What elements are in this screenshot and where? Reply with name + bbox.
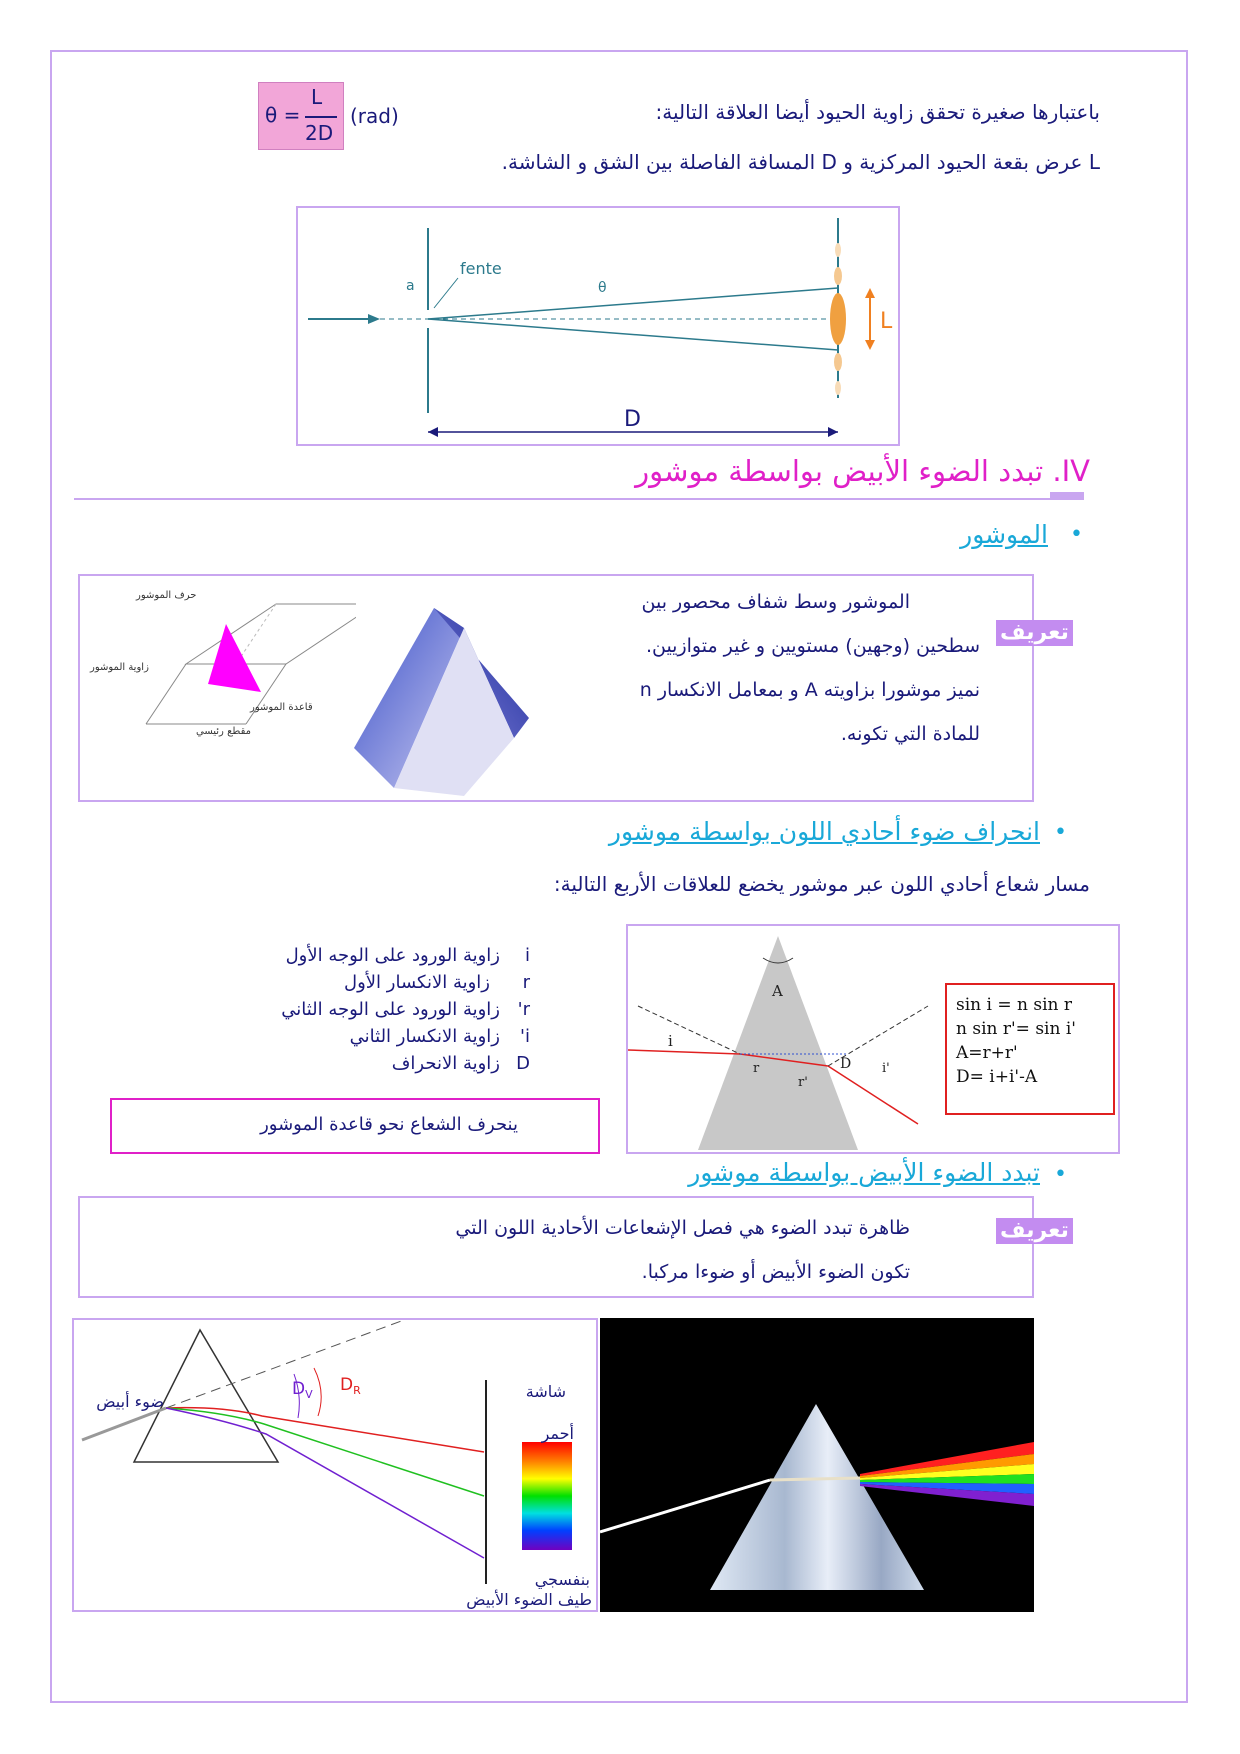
legend-row-D: Dزاوية الانحراف <box>391 1053 530 1074</box>
formula-3: A=r+r' <box>956 1043 1018 1063</box>
side-spot-4 <box>835 381 841 395</box>
D-arrowhead-left <box>428 427 438 437</box>
deviation-figure <box>626 924 1120 1154</box>
prism-line-2: سطحين (وجهين) مستويين و غير متوازيين. <box>645 635 980 657</box>
formula-fraction-bar <box>305 116 337 118</box>
prism-hidden-1 <box>236 604 276 664</box>
legend-row-i: iزاوية الورود على الوجه الأول <box>285 945 530 966</box>
label-a: a <box>406 278 415 294</box>
dispersion-svg <box>74 1320 596 1610</box>
formula-box <box>258 82 344 150</box>
formula-denominator: 2D <box>305 121 334 145</box>
prism-line-4: للمادة التي تكونه. <box>840 723 980 745</box>
formula-4: D= i+i'-A <box>956 1067 1038 1087</box>
central-spot <box>830 293 846 345</box>
bullet-prism: • <box>1070 522 1083 547</box>
D-arrowhead-right <box>828 427 838 437</box>
prism-top-face <box>186 604 356 664</box>
legend-row-rp: r'زاوية الورود على الوجه الثاني <box>281 999 530 1020</box>
definition-tag-dispersion: تعريف <box>996 1218 1073 1244</box>
heading-dispersion[interactable]: تبدد الضوء الأبيض بواسطة موشور <box>688 1158 1040 1187</box>
L-arrowhead-up <box>865 288 875 298</box>
formula-numerator: L <box>311 85 323 109</box>
label-dr: $D_R$ <box>340 1375 361 1397</box>
prism-line-3: نميز موشورا بزاويته A و بمعامل الانكسار n <box>639 679 980 701</box>
label-fente: fente <box>460 259 502 278</box>
diffraction-figure <box>296 206 900 446</box>
fig-label-i: i <box>668 1032 673 1050</box>
dispersion-photo <box>600 1318 1034 1612</box>
intro-text: باعتبارها صغيرة تحقق زاوية الحيود أيضا العلاقة التالية: <box>655 100 1100 124</box>
deviation-svg <box>628 926 1118 1152</box>
ray-upper <box>428 288 838 319</box>
definition-text: L عرض بقعة الحيود المركزية و D المسافة الفاصلة بين الشق و الشاشة. <box>501 150 1100 174</box>
fig-label-ip: i' <box>882 1061 890 1076</box>
label-red: أحمر <box>541 1424 574 1443</box>
fig-label-A: A <box>772 982 783 1000</box>
label-section: مقطع رئيسي <box>196 726 252 737</box>
prism-wire-diagram <box>86 584 356 744</box>
label-angle: زاوية الموشور <box>90 662 149 673</box>
prism-line-1: الموشور وسط شفاف محصور بين <box>641 591 910 613</box>
blue-prism-image <box>354 608 534 798</box>
fig-label-r: r <box>753 1061 760 1076</box>
dispersion-definition-text <box>290 1206 910 1294</box>
deviation-intro: مسار شعاع أحادي اللون عبر موشور يخضع للعلاقات الأربع التالية: <box>553 872 1090 896</box>
photo-internal-beam <box>770 1478 860 1480</box>
dispersion-line-2: تكون الضوء الأبيض أو ضوءا مركبا. <box>641 1261 910 1283</box>
side-spot-1 <box>834 267 842 285</box>
heading-prism[interactable]: الموشور <box>960 520 1048 549</box>
section-divider-tab <box>1050 492 1084 500</box>
deviation-note-box <box>110 1098 600 1154</box>
bullet-dispersion: • <box>1054 1162 1067 1187</box>
spectrum-band <box>522 1442 572 1550</box>
label-theta: θ <box>598 280 607 296</box>
formula-1: sin i = n sin r <box>956 995 1072 1015</box>
label-white-light: ضوء أبيض <box>96 1392 164 1411</box>
side-spot-3 <box>835 243 841 257</box>
fig-label-rp: r' <box>798 1075 808 1090</box>
prism-edge-2 <box>246 664 286 724</box>
heading-deviation[interactable]: انحراف ضوء أحادي اللون بواسطة موشور <box>608 817 1040 846</box>
label-L: L <box>880 309 893 334</box>
prism-edge-1 <box>146 664 186 724</box>
section-title: IV. تبدد الضوء الأبيض بواسطة موشور <box>635 454 1090 488</box>
L-arrowhead-down <box>865 340 875 350</box>
label-dv: $D_V$ <box>292 1379 313 1401</box>
label-edge: حرف الموشور <box>136 590 197 601</box>
dispersion-diagram <box>72 1318 598 1612</box>
principal-section <box>208 624 261 692</box>
formula-unit: (rad) <box>350 104 399 128</box>
deviation-note: ينحرف الشعاع نحو قاعدة الموشور <box>260 1114 518 1135</box>
label-spectrum: طيف الضوء الأبيض <box>466 1590 592 1609</box>
label-screen: شاشة <box>525 1382 566 1401</box>
side-spot-2 <box>834 353 842 371</box>
ray-lower <box>428 319 838 350</box>
legend-row-ip: i'زاوية الانكسار الثاني <box>349 1026 530 1047</box>
fente-pointer <box>434 278 458 308</box>
label-base: قاعدة الموشور <box>250 702 313 713</box>
legend-row-r: rزاوية الانكسار الأول <box>344 972 530 993</box>
incident-arrowhead <box>368 314 380 324</box>
definition-tag-prism: تعريف <box>996 620 1073 646</box>
normal-1 <box>638 1006 740 1054</box>
dispersion-line-1: ظاهرة تبدد الضوء هي فصل الإشعاعات الأحادية اللون التي <box>455 1217 910 1239</box>
dr-arc <box>314 1368 321 1416</box>
formula-2: n sin r'= sin i' <box>956 1019 1076 1039</box>
section-divider <box>74 498 1084 500</box>
label-violet: بنفسجي <box>534 1570 590 1589</box>
bullet-deviation: • <box>1054 820 1067 845</box>
fig-label-D: D <box>840 1056 852 1072</box>
gray-prism <box>698 936 858 1150</box>
diffraction-svg <box>298 208 898 444</box>
incident-ray <box>628 1050 740 1054</box>
deviation-legend <box>160 942 530 1077</box>
formula-lhs: θ = <box>265 103 301 127</box>
prism-definition-text <box>500 580 980 756</box>
label-D: D <box>624 407 641 432</box>
